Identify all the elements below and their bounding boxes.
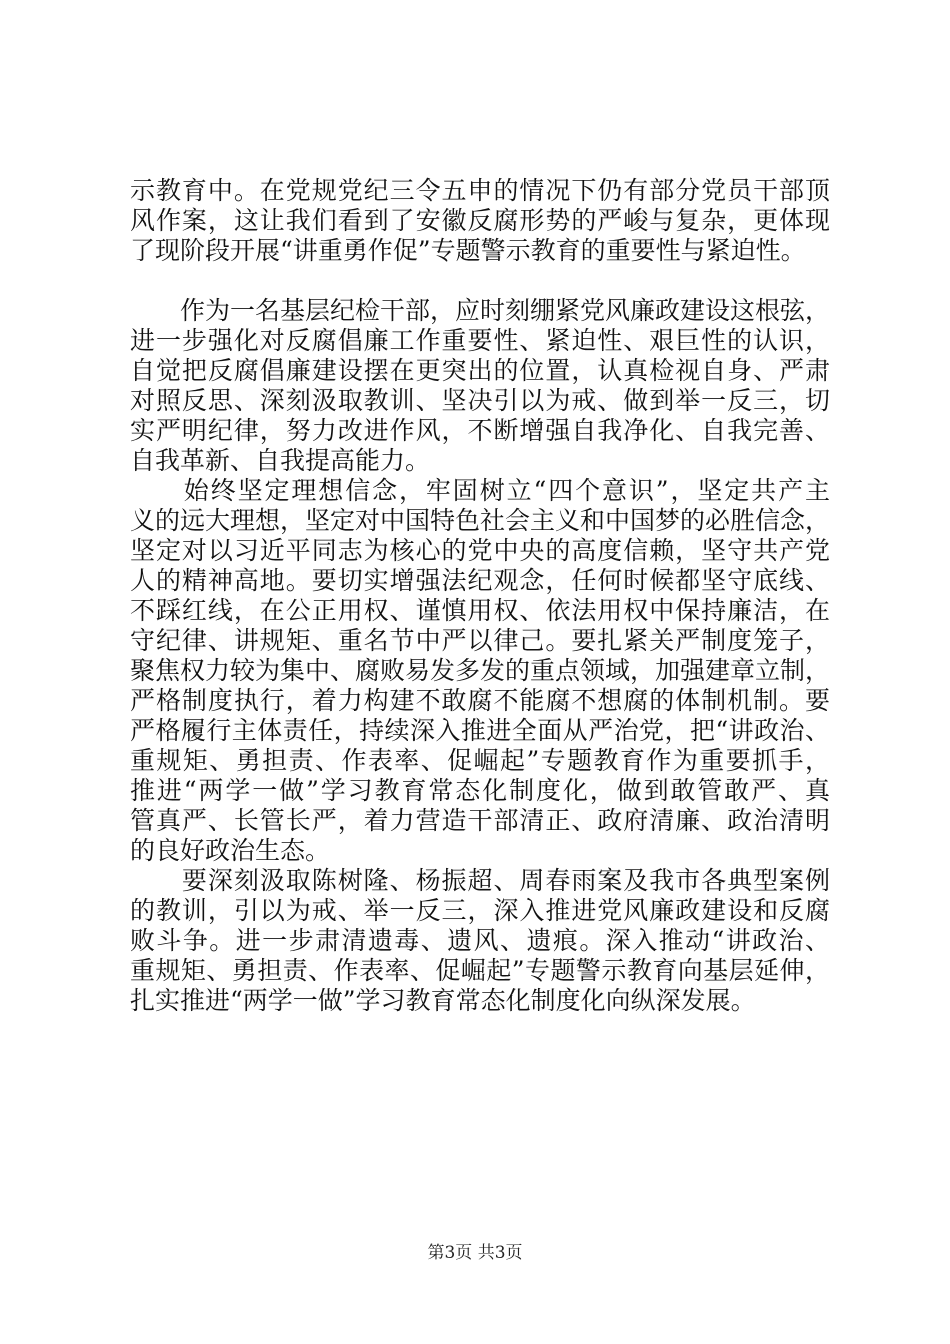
- text-line: 对照反思、深刻汲取教训、坚决引以为戒、做到举一反三，切: [130, 386, 830, 415]
- text-line: 示教育中。在党规党纪三令五申的情况下仍有部分党员干部顶: [130, 176, 830, 205]
- text-line: 的良好政治生态。: [130, 836, 331, 865]
- text-line: 严格履行主体责任，持续深入推进全面从严治党，把“讲政治、: [130, 716, 830, 745]
- page-number-footer: 第3页 共3页: [427, 1243, 523, 1263]
- paragraph-gap: [130, 266, 830, 296]
- text-line: 的教训，引以为戒、举一反三，深入推进党风廉政建设和反腐: [130, 896, 830, 925]
- body-text: [130, 176, 830, 1016]
- text-line: 进一步强化对反腐倡廉工作重要性、紧迫性、艰巨性的认识，: [130, 326, 830, 355]
- text-line: 聚焦权力较为集中、腐败易发多发的重点领域，加强建章立制，: [130, 656, 831, 685]
- text-line: 始终坚定理想信念，牢固树立“四个意识”，坚定共产主: [130, 476, 830, 505]
- text-line: 自觉把反腐倡廉建设摆在更突出的位置，认真检视自身、严肃: [130, 356, 830, 385]
- text-line: 作为一名基层纪检干部，应时刻绷紧党风廉政建设这根弦，: [130, 296, 831, 325]
- text-line: 风作案，这让我们看到了安徽反腐形势的严峻与复杂，更体现: [130, 206, 830, 235]
- text-line: 不踩红线，在公正用权、谨慎用权、依法用权中保持廉洁，在: [130, 596, 830, 625]
- text-line: 要深刻汲取陈树隆、杨振超、周春雨案及我市各典型案例: [130, 866, 830, 895]
- text-line: 实严明纪律，努力改进作风，不断增强自我净化、自我完善、: [130, 416, 830, 445]
- text-line: 义的远大理想，坚定对中国特色社会主义和中国梦的必胜信念，: [130, 506, 831, 535]
- text-line: 严格制度执行，着力构建不敢腐不能腐不想腐的体制机制。要: [130, 686, 830, 715]
- text-line: 管真严、长管长严，着力营造干部清正、政府清廉、政治清明: [130, 806, 830, 835]
- text-line: 重规矩、勇担责、作表率、促崛起”专题警示教育向基层延伸，: [130, 956, 830, 985]
- text-line: 了现阶段开展“讲重勇作促”专题警示教育的重要性与紧迫性。: [130, 236, 806, 265]
- text-line: 守纪律、讲规矩、重名节中严以律己。要扎紧关严制度笼子，: [130, 626, 830, 655]
- text-line: 坚定对以习近平同志为核心的党中央的高度信赖，坚守共产党: [130, 536, 830, 565]
- text-line: 重规矩、勇担责、作表率、促崛起”专题教育作为重要抓手，: [130, 746, 830, 775]
- text-line: 推进“两学一做”学习教育常态化制度化，做到敢管敢严、真: [130, 776, 830, 805]
- text-line: 人的精神高地。要切实增强法纪观念，任何时候都坚守底线、: [130, 566, 830, 595]
- text-line: 扎实推进“两学一做”学习教育常态化制度化向纵深发展。: [130, 986, 756, 1015]
- text-line: 自我革新、自我提高能力。: [130, 446, 431, 475]
- text-line: 败斗争。进一步肃清遗毒、遗风、遗痕。深入推动“讲政治、: [130, 926, 830, 955]
